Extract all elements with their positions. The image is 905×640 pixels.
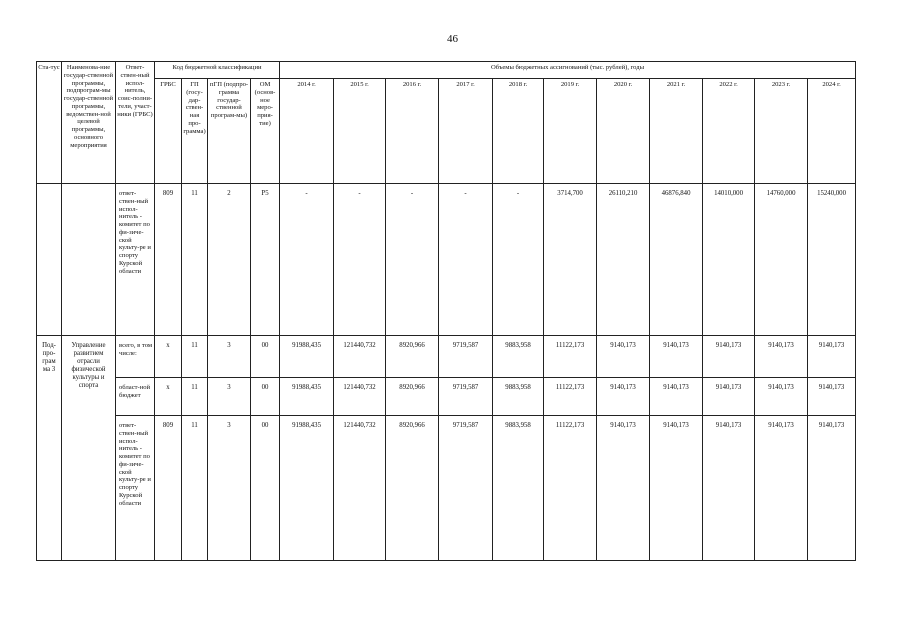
cell-om: 00 — [251, 416, 280, 561]
header-year: 2014 г. — [280, 79, 334, 184]
cell-value: 121440,732 — [334, 378, 386, 416]
header-code-gp: ГП (госу-дар-ствен-ная про-грамма) — [182, 79, 208, 184]
header-year: 2022 г. — [703, 79, 755, 184]
cell-grbs: х — [155, 378, 182, 416]
cell-value: 9140,173 — [808, 378, 856, 416]
cell-gp: 11 — [182, 184, 208, 336]
cell-value: 9140,173 — [650, 336, 703, 378]
cell-value: 9140,173 — [703, 416, 755, 561]
header-year: 2018 г. — [493, 79, 544, 184]
cell-responsible: област-ной бюджет — [116, 378, 155, 416]
header-row-2 — [37, 79, 856, 184]
header-year: 2016 г. — [386, 79, 439, 184]
cell-value: 8920,966 — [386, 336, 439, 378]
budget-table — [36, 61, 856, 561]
header-year: 2023 г. — [755, 79, 808, 184]
table-row — [37, 378, 856, 416]
table-row — [37, 336, 856, 378]
cell-value: 9140,173 — [597, 416, 650, 561]
cell-value: 91988,435 — [280, 378, 334, 416]
cell-pgp: 2 — [208, 184, 251, 336]
header-year: 2019 г. — [544, 79, 597, 184]
cell-value: 9719,587 — [439, 336, 493, 378]
cell-value: 9140,173 — [650, 416, 703, 561]
cell-gp: 11 — [182, 336, 208, 378]
header-year: 2020 г. — [597, 79, 650, 184]
cell-value: - — [386, 184, 439, 336]
cell-status: Под-про-грам ма 3 — [37, 336, 62, 561]
cell-value: 9883,958 — [493, 378, 544, 416]
cell-value: 9140,173 — [703, 336, 755, 378]
cell-value: 26110,210 — [597, 184, 650, 336]
cell-value: 11122,173 — [544, 336, 597, 378]
cell-om: 00 — [251, 336, 280, 378]
cell-om: 00 — [251, 378, 280, 416]
header-budget-code: Код бюджетной классификации — [155, 62, 280, 79]
header-year: 2015 г. — [334, 79, 386, 184]
cell-value: - — [439, 184, 493, 336]
header-name: Наименова-ние государ-ственной программы, подпрограм-мы государ-ственной программы, ведомствен-ной целевой программы, основного мероприятия — [62, 62, 116, 184]
cell-value: 14760,000 — [755, 184, 808, 336]
cell-value: 9140,173 — [650, 378, 703, 416]
cell-value: 9140,173 — [597, 378, 650, 416]
cell-value: 9140,173 — [755, 416, 808, 561]
table-row — [37, 416, 856, 561]
cell-value: - — [334, 184, 386, 336]
cell-value: 9719,587 — [439, 416, 493, 561]
cell-name — [62, 184, 116, 336]
cell-pgp: 3 — [208, 378, 251, 416]
cell-value: 11122,173 — [544, 378, 597, 416]
cell-value: 15240,000 — [808, 184, 856, 336]
header-year: 2017 г. — [439, 79, 493, 184]
table-row — [37, 184, 856, 336]
cell-gp: 11 — [182, 416, 208, 561]
cell-value: 9140,173 — [597, 336, 650, 378]
header-status: Ста-тус — [37, 62, 62, 184]
cell-value: 9140,173 — [808, 336, 856, 378]
cell-value: 91988,435 — [280, 416, 334, 561]
header-code-pgp: пГП (подпро-грамма государ-ственной програм-мы) — [208, 79, 251, 184]
cell-value: 9883,958 — [493, 416, 544, 561]
cell-status — [37, 184, 62, 336]
header-row-1 — [37, 62, 856, 79]
cell-grbs: 809 — [155, 184, 182, 336]
cell-value: 9140,173 — [703, 378, 755, 416]
header-code-grbs: ГРБС — [155, 79, 182, 184]
cell-value: 46876,840 — [650, 184, 703, 336]
cell-responsible: ответ-ствен-ный испол-нитель - комитет по фи-зиче-ской культу-ре и спорту Курской области — [116, 184, 155, 336]
cell-value: 14010,000 — [703, 184, 755, 336]
cell-responsible: ответ-ствен-ный испол-нитель - комитет по фи-зиче-ской культу-ре и спорту Курской области — [116, 416, 155, 561]
cell-value: 121440,732 — [334, 336, 386, 378]
cell-value: 8920,966 — [386, 378, 439, 416]
cell-grbs: 809 — [155, 416, 182, 561]
header-code-om: ОМ (основ-ное меро-прия-тие) — [251, 79, 280, 184]
cell-value: 9719,587 — [439, 378, 493, 416]
cell-value: - — [493, 184, 544, 336]
cell-value: 11122,173 — [544, 416, 597, 561]
header-year: 2021 г. — [650, 79, 703, 184]
cell-pgp: 3 — [208, 416, 251, 561]
cell-value: 9140,173 — [755, 378, 808, 416]
page-number: 46 — [447, 33, 458, 45]
header-responsible: Ответ-ствен-ный испол-нитель, соис-полни-тели, участ-ники (ГРБС) — [116, 62, 155, 184]
cell-grbs: х — [155, 336, 182, 378]
cell-gp: 11 — [182, 378, 208, 416]
header-year: 2024 г. — [808, 79, 856, 184]
cell-value: 121440,732 — [334, 416, 386, 561]
cell-om: Р5 — [251, 184, 280, 336]
cell-pgp: 3 — [208, 336, 251, 378]
header-budget-volume: Объемы бюджетных ассигнований (тыс. рублей), годы — [280, 62, 856, 79]
cell-value: 91988,435 — [280, 336, 334, 378]
cell-value: 8920,966 — [386, 416, 439, 561]
cell-value: 9140,173 — [755, 336, 808, 378]
cell-value: 9140,173 — [808, 416, 856, 561]
cell-name: Управление развитием отрасли физической культуры и спорта — [62, 336, 116, 561]
cell-value: 3714,700 — [544, 184, 597, 336]
cell-value: - — [280, 184, 334, 336]
cell-responsible: всего, в том числе: — [116, 336, 155, 378]
cell-value: 9883,958 — [493, 336, 544, 378]
